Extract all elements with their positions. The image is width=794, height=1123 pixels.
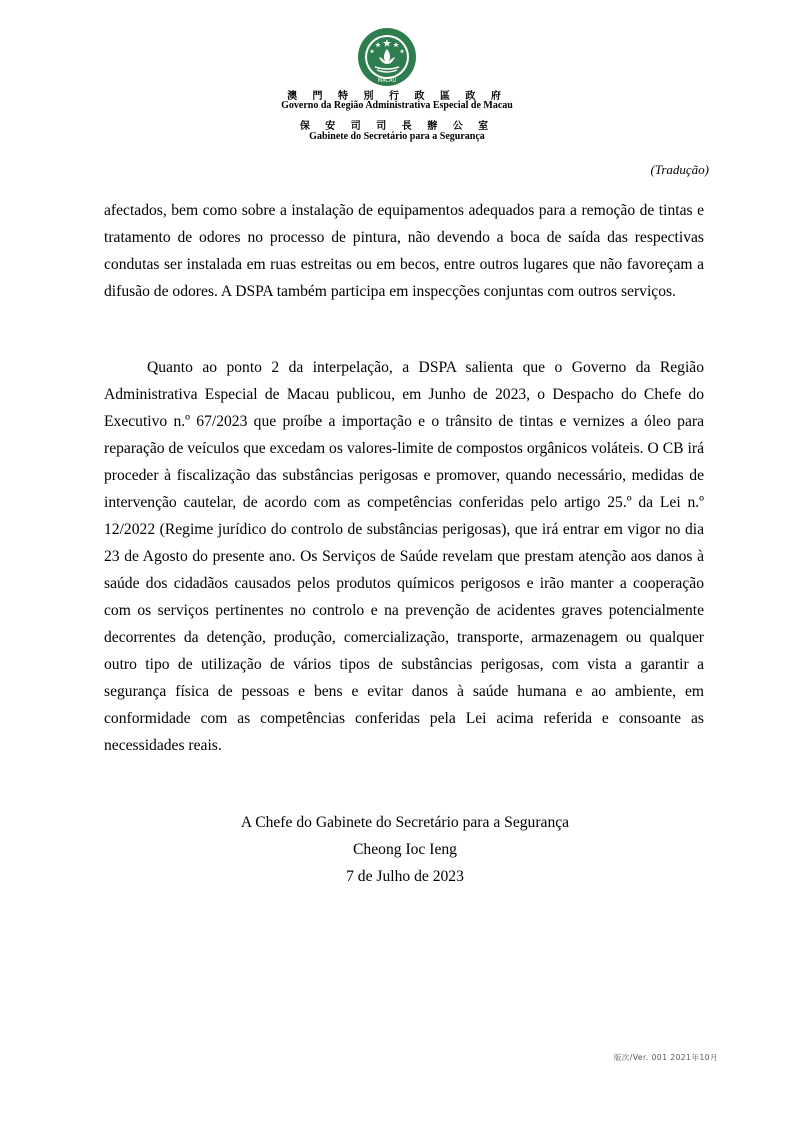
signature-name: Cheong Ioc Ieng	[353, 841, 457, 858]
body-paragraph-2: Quanto ao ponto 2 da interpelação, a DSPA salienta que o Governo da Região Administrativa Especial de Macau publicou, em Junho de 2023, o Despacho do Chefe do Executivo n.º 67/2023 que proíbe a importação e o trânsito de tintas e vernizes a óleo para reparação de veículos que excedam os valores-limite de compostos orgânicos voláteis. O CB irá proceder à fiscalização das substâncias perigosas e promover, quando necessário, medidas de intervenção cautelar, de acordo com as competências conferidas pelo artigo 25.º da Lei n.º 12/2022 (Regime jurídico do controlo de substâncias perigosas), que irá entrar em vigor no dia 23 de Agosto do presente ano. Os Serviços de Saúde revelam que prestam atenção aos danos à saúde dos cidadãos causados pelos produtos químicos perigosos e irão manter a cooperação com os serviços pertinentes no controlo e na prevenção de acidentes graves potencialmente decorrentes da detenção, produção, comercialização, transporte, armazenagem ou qualquer outro tipo de utilização de vários tipos de substâncias perigosas, com vista a garantir a segurança física de pessoas e bens e evitar danos à saúde humana e ao ambiente, em conformidade com as competências conferidas pela Lei acima referida e consoante as necessidades reais.	[104, 359, 704, 754]
signature-block	[0, 809, 794, 890]
office-name-portuguese: Gabinete do Secretário para a Segurança	[309, 131, 485, 142]
government-name-portuguese: Governo da Região Administrativa Especial de Macau	[281, 100, 513, 111]
macau-emblem-icon	[357, 27, 417, 87]
office-name-chinese: 保 安 司 司 長 辦 公 室	[299, 121, 495, 132]
body-paragraph-1: afectados, bem como sobre a instalação de equipamentos adequados para a remoção de tintas e tratamento de odores no processo de pintura, não devendo a boca de saída das respectivas condutas ser instalada em ruas estreitas ou em becos, entre outros lugares que não favoreçam a difusão de odores. A DSPA também participa em inspecções conjuntas com outros serviços.	[104, 202, 704, 300]
government-name-chinese: 澳 門 特 別 行 政 區 政 府	[287, 91, 507, 102]
translation-note: (Tradução)	[650, 162, 709, 177]
signature-date: 7 de Julho de 2023	[346, 868, 464, 885]
emblem-text: MACAU	[377, 78, 397, 84]
version-footer: 版次/Ver. 001 2021年10月	[613, 1053, 718, 1062]
signature-title: A Chefe do Gabinete do Secretário para a Segurança	[240, 814, 570, 831]
